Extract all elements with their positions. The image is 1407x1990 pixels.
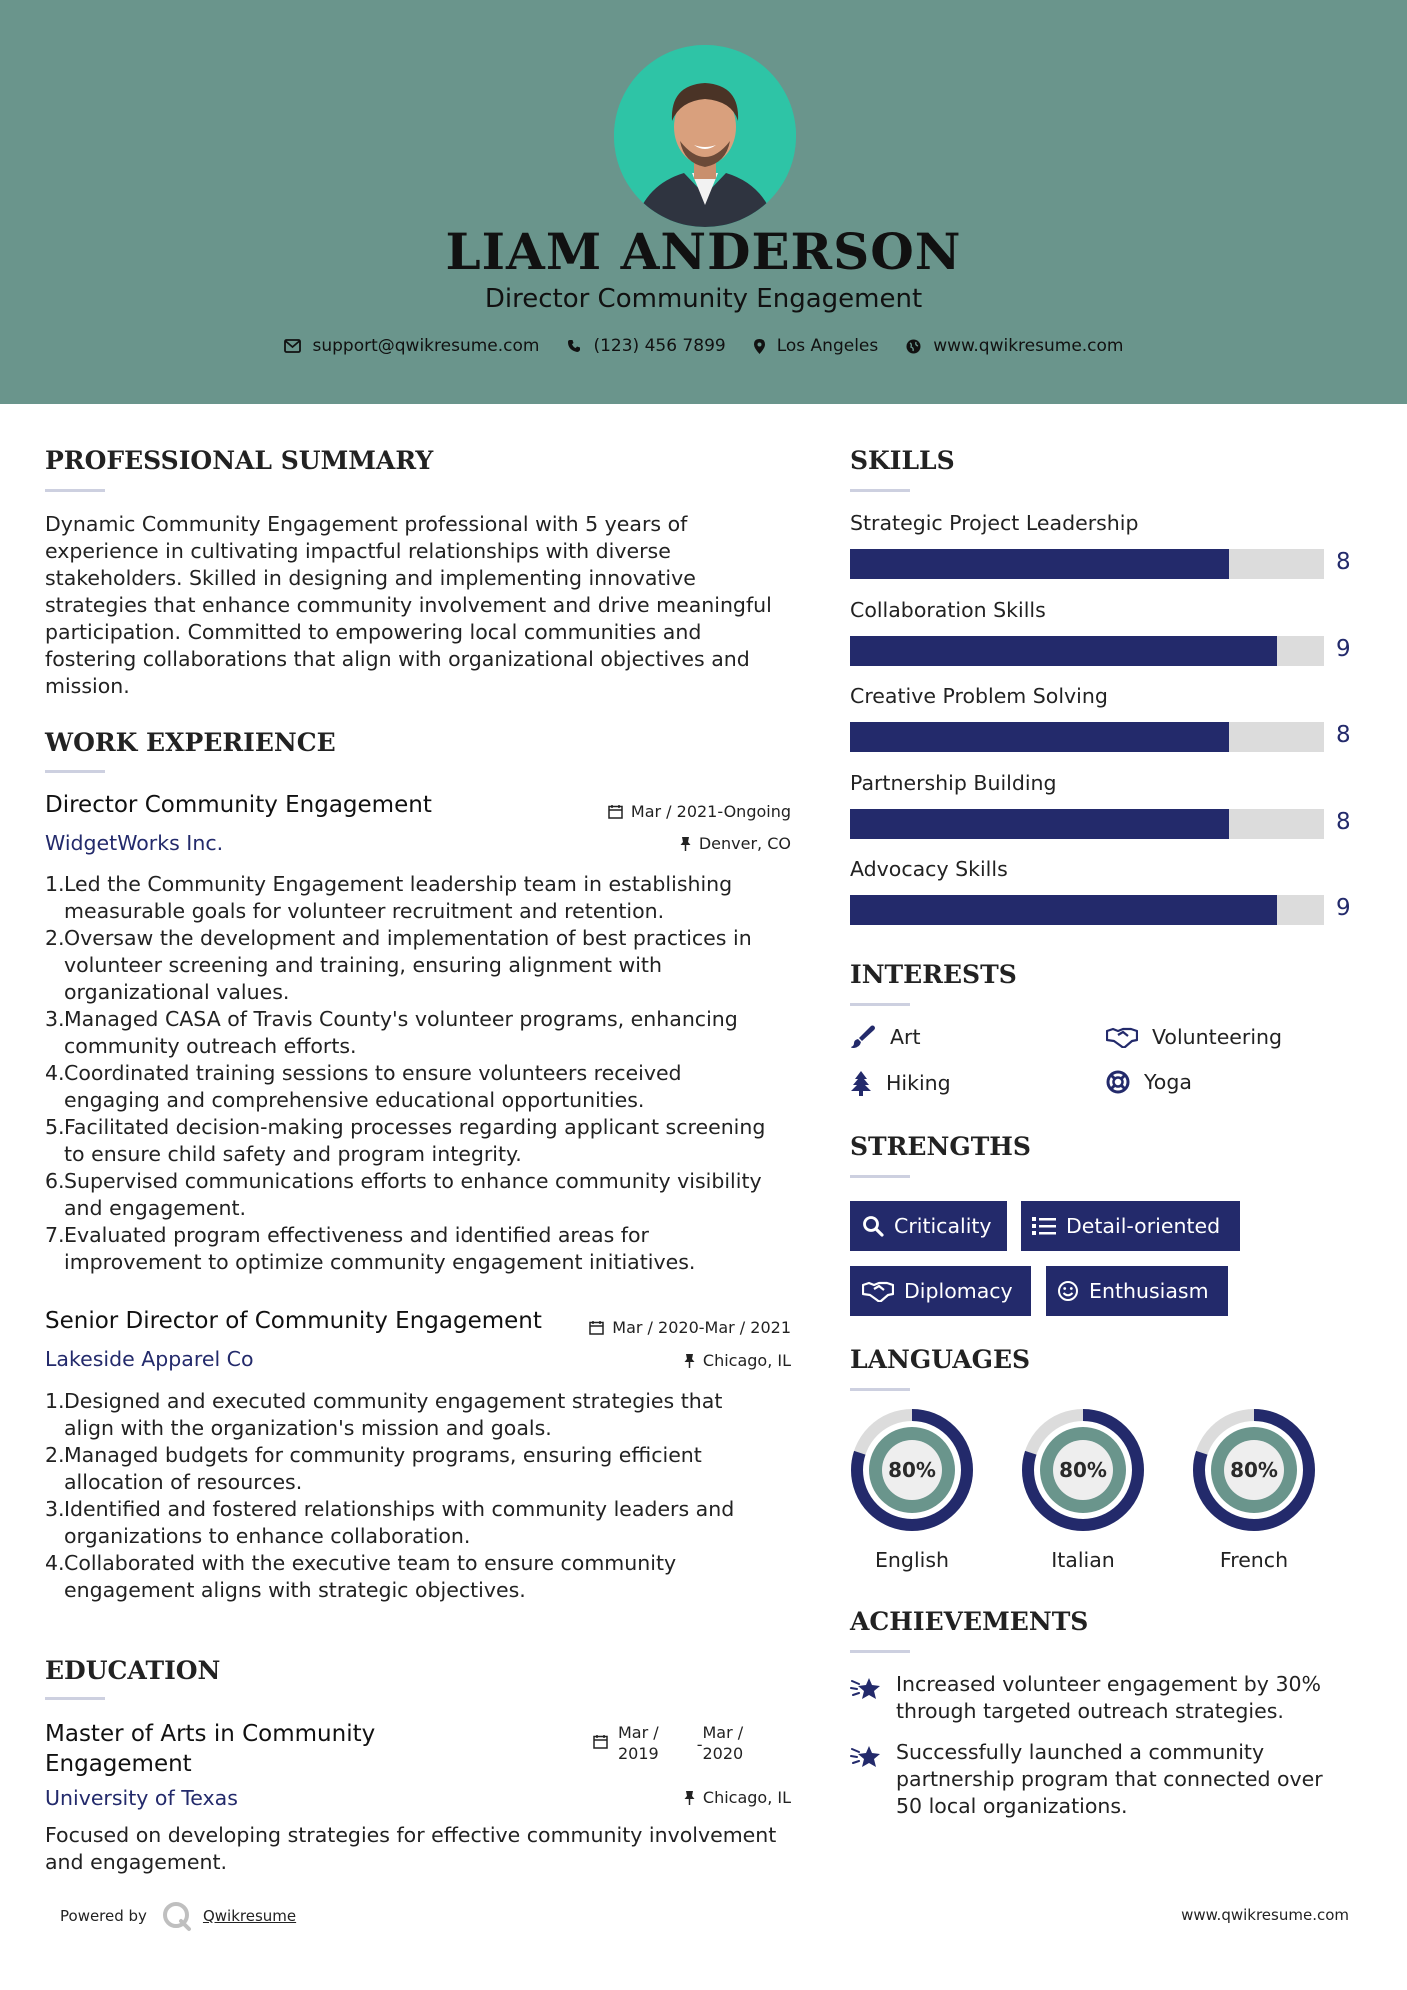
globe-icon	[906, 339, 921, 354]
list-item: 7. Evaluated program effectiveness and identified areas for improvement to optimize community engagement initiatives.	[45, 1223, 696, 1274]
summary-text	[45, 511, 772, 700]
job-date-text: Mar / 2021-Ongoing	[630, 802, 791, 821]
footer-website[interactable]: www.qwikresume.com	[1181, 1906, 1349, 1924]
job-date	[560, 1318, 791, 1337]
skill-bar-fill	[850, 809, 1229, 839]
language-name: French	[1219, 1548, 1289, 1572]
skill-value: 8	[1336, 722, 1351, 748]
summary-title: PROFESSIONAL SUMMARY	[45, 446, 434, 475]
achievements-title: ACHIEVEMENTS	[850, 1607, 1089, 1636]
phone-icon	[567, 339, 581, 353]
summary-line: stakeholders. Skilled in designing and implementing innovative	[45, 566, 696, 590]
resume-header	[0, 0, 1407, 404]
calendar-icon	[608, 804, 623, 819]
skill-bar-fill	[850, 722, 1229, 752]
stars-icon	[850, 1743, 882, 1769]
job-date-text: Mar / 2020-Mar / 2021	[612, 1318, 791, 1337]
summary-line: strategies that enhance community involvement and drive meaningful	[45, 593, 772, 617]
contact-phone[interactable]	[567, 336, 725, 356]
powered-by-text: Powered by	[60, 1907, 147, 1925]
skill-label: Collaboration Skills	[850, 597, 1046, 622]
skill-label: Partnership Building	[850, 770, 1057, 795]
skill-bar-track	[850, 549, 1324, 579]
summary-line: mission.	[45, 674, 130, 698]
handshake-icon	[862, 1280, 894, 1302]
language-ring	[1192, 1408, 1316, 1532]
summary-rule	[45, 489, 105, 492]
contact-email-text: support@qwikresume.com	[312, 336, 540, 356]
list-item: 1. Led the Community Engagement leadership team in establishing measurable goals for volunteer recruitment and retention.	[45, 872, 733, 923]
contact-location	[754, 336, 879, 356]
map-pin-icon	[754, 339, 765, 354]
summary-line: fostering collaborations that align with organizational objectives and	[45, 647, 750, 671]
list-item: 3. Identified and fostered relationships with community leaders and organizations to enhance collaboration.	[45, 1497, 735, 1548]
job-duties	[45, 1388, 805, 1604]
education-date-start: Mar / 2019	[618, 1723, 659, 1763]
list-item: 6. Supervised communications efforts to enhance community visibility and engagement.	[45, 1169, 762, 1220]
job-title: Senior Director of Community Engagement	[45, 1308, 542, 1334]
contact-phone-text: (123) 456 7899	[593, 336, 726, 356]
contact-website-text: www.qwikresume.com	[933, 336, 1124, 356]
education-date-end: Mar / 2020	[702, 1723, 744, 1763]
list-item: 4. Coordinated training sessions to ensure volunteers received engaging and comprehensive educational opportunities.	[45, 1061, 682, 1112]
education-school: University of Texas	[45, 1786, 238, 1810]
pushpin-icon	[680, 836, 691, 851]
education-date	[593, 1722, 743, 1764]
skills-title: SKILLS	[850, 446, 955, 475]
smile-icon	[1057, 1280, 1079, 1302]
powered-by	[60, 1900, 296, 1932]
summary-line: Dynamic Community Engagement professional with 5 years of	[45, 512, 688, 536]
summary-line: participation. Committed to empowering local communities and	[45, 620, 702, 644]
education-rule	[45, 1697, 105, 1700]
job-duties	[45, 871, 805, 1276]
language-percent: 80%	[1059, 1458, 1107, 1482]
skill-label: Strategic Project Leadership	[850, 511, 1139, 535]
interests-title: INTERESTS	[850, 960, 1017, 989]
languages-rule	[850, 1388, 910, 1391]
language-percent: 80%	[888, 1458, 936, 1482]
language-ring	[850, 1408, 974, 1532]
interest-art: Art	[850, 1025, 921, 1049]
strength-badge: Detail-oriented	[1021, 1201, 1240, 1251]
education-location-text: Chicago, IL	[702, 1788, 791, 1807]
list-item: 2. Managed budgets for community programs, ensuring efficient allocation of resources.	[45, 1443, 702, 1494]
candidate-role: Director Community Engagement	[484, 284, 923, 314]
achievement-item: Successfully launched a community partnership program that connected over 50 local organizations.	[850, 1739, 1323, 1820]
strength-badge: Enthusiasm	[1046, 1266, 1228, 1316]
job-location	[560, 1351, 791, 1370]
skill-label: Creative Problem Solving	[850, 684, 1108, 708]
strength-badge: Diplomacy	[850, 1266, 1031, 1316]
achievements-rule	[850, 1650, 910, 1653]
list-item: 2. Oversaw the development and implementation of best practices in volunteer screening and training, ensuring alignment with organizational values.	[45, 926, 752, 1004]
experience-rule	[45, 770, 105, 773]
contact-website[interactable]	[906, 336, 1123, 356]
strength-badge: Criticality	[850, 1201, 1007, 1251]
skill-value: 9	[1336, 895, 1351, 921]
qwikresume-logo-icon	[161, 1900, 193, 1932]
tree-icon	[850, 1070, 872, 1096]
language-ring	[1021, 1408, 1145, 1532]
interest-volunteering: Volunteering	[1106, 1025, 1282, 1049]
language-name: English	[874, 1548, 950, 1572]
skill-value: 8	[1336, 549, 1351, 575]
languages-title: LANGUAGES	[850, 1345, 1031, 1374]
lifebuoy-icon	[1106, 1070, 1130, 1094]
skill-value: 9	[1336, 635, 1351, 662]
contact-location-text: Los Angeles	[776, 336, 879, 356]
language-name: Italian	[1051, 1548, 1115, 1572]
interest-hiking: Hiking	[850, 1070, 951, 1096]
job-location-text: Denver, CO	[698, 834, 791, 853]
search-icon	[862, 1215, 884, 1237]
language-percent: 80%	[1230, 1458, 1278, 1482]
strengths-title: STRENGTHS	[850, 1132, 1031, 1161]
skill-bar-track	[850, 636, 1324, 666]
education-desc: Focused on developing strategies for effective community involvement and engagement.	[45, 1823, 777, 1874]
skill-bar-track	[850, 722, 1324, 752]
education-title: EDUCATION	[45, 1656, 221, 1685]
job-location	[480, 834, 791, 853]
interests-rule	[850, 1003, 910, 1006]
stars-icon	[850, 1675, 882, 1701]
paintbrush-icon	[850, 1025, 876, 1049]
envelope-icon	[284, 339, 301, 353]
pushpin-icon	[684, 1790, 695, 1805]
handshake-icon	[1106, 1026, 1138, 1048]
list-item: 4. Collaborated with the executive team to ensure community engagement aligns with strategic objectives.	[45, 1551, 677, 1602]
skill-bar-fill	[850, 636, 1277, 666]
contact-bar	[0, 336, 1407, 356]
language-item	[850, 1408, 974, 1572]
achievement-item: Increased volunteer engagement by 30% through targeted outreach strategies.	[850, 1671, 1321, 1725]
interest-yoga: Yoga	[1106, 1070, 1192, 1094]
calendar-icon	[593, 1734, 608, 1749]
skill-bar-fill	[850, 549, 1229, 579]
skills-rule	[850, 489, 910, 492]
brand-link[interactable]: Qwikresume	[202, 1907, 297, 1925]
candidate-name: LIAM ANDERSON	[445, 222, 962, 281]
summary-line: experience in cultivating impactful relationships with diverse	[45, 539, 671, 563]
education-location	[560, 1788, 791, 1807]
job-company: WidgetWorks Inc.	[45, 831, 224, 855]
language-item	[1021, 1408, 1145, 1572]
job-company: Lakeside Apparel Co	[45, 1347, 254, 1371]
strengths-rule	[850, 1175, 910, 1178]
degree-title: Master of Arts in Community Engagement	[45, 1721, 376, 1777]
calendar-icon	[589, 1320, 604, 1335]
education-date-sep: -	[696, 1735, 703, 1754]
job-title: Director Community Engagement	[45, 792, 432, 818]
list-item: 3. Managed CASA of Travis County's volunteer programs, enhancing community outreach efforts.	[45, 1007, 738, 1058]
job-location-text: Chicago, IL	[702, 1351, 791, 1370]
job-date	[480, 802, 791, 821]
skill-label: Advocacy Skills	[850, 857, 1008, 881]
skill-bar-track	[850, 809, 1324, 839]
list-icon	[1032, 1216, 1056, 1236]
list-item: 5. Facilitated decision-making processes regarding applicant screening to ensure child safety and program integrity.	[45, 1115, 766, 1166]
profile-photo	[614, 45, 796, 227]
contact-email[interactable]	[284, 336, 540, 356]
list-item: 1. Designed and executed community engagement strategies that align with the organization's mission and goals.	[45, 1389, 723, 1440]
skill-bar-fill	[850, 895, 1277, 925]
experience-title: WORK EXPERIENCE	[45, 728, 336, 757]
language-item	[1192, 1408, 1316, 1572]
skill-value: 8	[1336, 808, 1351, 835]
pushpin-icon	[684, 1353, 695, 1368]
skill-bar-track	[850, 895, 1324, 925]
